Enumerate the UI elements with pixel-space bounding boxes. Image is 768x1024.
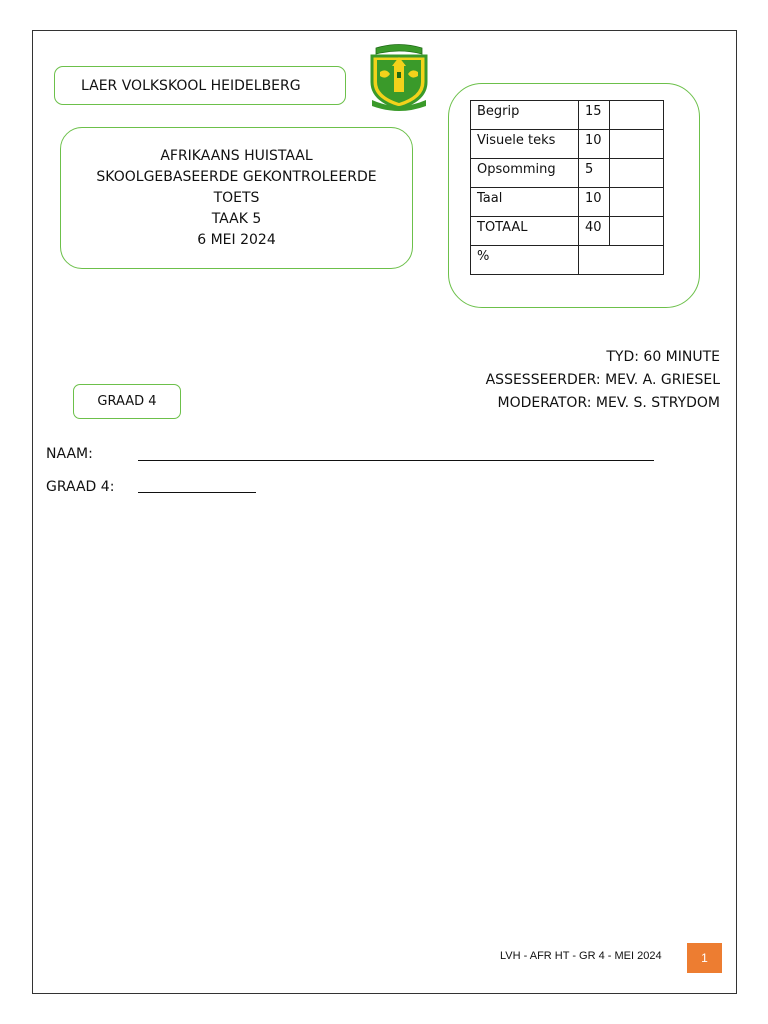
test-date: 6 MEI 2024 xyxy=(197,231,276,248)
name-input-line[interactable] xyxy=(138,447,654,461)
assessor: ASSESSEERDER: MEV. A. GRIESEL xyxy=(485,372,720,388)
percent-label: % xyxy=(471,246,579,275)
test-info xyxy=(486,346,720,415)
assessment-kind: TOETS xyxy=(213,189,260,206)
page-number-badge xyxy=(687,943,722,973)
section-label: Begrip xyxy=(471,101,579,130)
section-mark xyxy=(610,130,664,159)
school-name: LAER VOLKSKOOL HEIDELBERG xyxy=(81,77,301,94)
table-row xyxy=(471,101,664,130)
section-mark xyxy=(610,217,664,246)
section-label: TOTAAL xyxy=(471,217,579,246)
footer-text: LVH - AFR HT - GR 4 - MEI 2024 xyxy=(500,950,662,962)
grade-field-label: GRAAD 4: xyxy=(46,479,115,495)
section-label: Visuele teks xyxy=(471,130,579,159)
table-row xyxy=(471,159,664,188)
section-total: 10 xyxy=(579,130,610,159)
school-name-box xyxy=(54,66,346,105)
page-number: 1 xyxy=(701,951,708,965)
subject-title: AFRIKAANS HUISTAAL xyxy=(160,147,313,164)
table-row xyxy=(471,130,664,159)
section-mark xyxy=(610,159,664,188)
table-row-percent xyxy=(471,246,664,275)
section-total: 40 xyxy=(579,217,610,246)
section-total: 15 xyxy=(579,101,610,130)
grade-input-line[interactable] xyxy=(138,480,256,493)
test-title-box xyxy=(60,127,413,269)
section-mark xyxy=(610,101,664,130)
section-label: Opsomming xyxy=(471,159,579,188)
grade-label: GRAAD 4 xyxy=(97,394,157,409)
school-crest-logo xyxy=(366,42,432,112)
table-row xyxy=(471,217,664,246)
section-total: 10 xyxy=(579,188,610,217)
table-row xyxy=(471,188,664,217)
assessment-type: SKOOLGEBASEERDE GEKONTROLEERDE xyxy=(96,168,377,185)
percent-value xyxy=(579,246,664,275)
section-label: Taal xyxy=(471,188,579,217)
grade-box xyxy=(73,384,181,419)
moderator: MODERATOR: MEV. S. STRYDOM xyxy=(497,395,720,411)
marks-table xyxy=(470,100,664,275)
section-mark xyxy=(610,188,664,217)
section-total: 5 xyxy=(579,159,610,188)
time-allowed: TYD: 60 MINUTE xyxy=(606,349,720,365)
name-label: NAAM: xyxy=(46,446,93,462)
task-number: TAAK 5 xyxy=(211,210,262,227)
